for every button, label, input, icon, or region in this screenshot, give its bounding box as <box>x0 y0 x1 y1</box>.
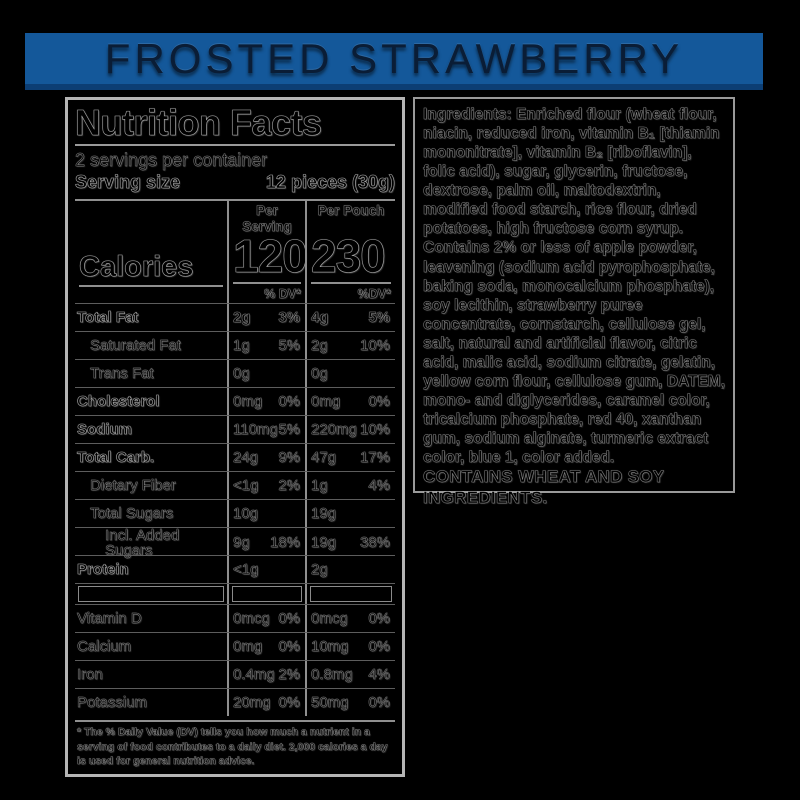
per-serving-header: Per Serving <box>242 202 292 234</box>
dv-header-pouch: %DV* <box>357 286 391 301</box>
table-row-total-carb: Total Carb. 24g 9% 47g 17% <box>75 443 395 471</box>
dv-footnote-text: * The % Daily Value (DV) tells you how much a nutrient in a serving of food contributes to a daily diet. 2,000 calories a day is used for general nutrition advice. <box>77 726 388 767</box>
table-row-total-fat: Total Fat 2g 3% 4g 5% <box>75 303 395 331</box>
contains-statement: Contains 2% or less of apple powder, leavening (sodium acid pyrophosphate, baking soda, monocalcium phosphate), soy lecithin, strawberry puree concentrate, cornstarch, cellulose gel, salt, natural and artificial flavor, citric acid, malic acid, sodium citrate, gelatin, yellow corn flour, cellulose gum, DATEM, mono- and diglycerides, caramel color, tricalcium phosphate, red 40, xanthan gum, sodium alginate, turmeric extract color, blue 1, color added. <box>423 239 726 467</box>
nutrition-table <box>75 199 395 770</box>
calories-per-serving-cell <box>227 201 305 308</box>
calories-per-pouch-value: 230 <box>311 230 385 283</box>
nutrient-label: Total Sugars <box>90 504 174 522</box>
table-row-total-sugars: Total Sugars 10g 19g <box>75 499 395 527</box>
nutrient-label: Dietary Fiber <box>90 476 176 494</box>
table-row-saturated-fat: Saturated Fat 1g 5% 2g 10% <box>75 331 395 359</box>
nutrient-label: Total Fat <box>77 308 139 326</box>
table-row-trans-fat: Trans Fat 0g 0g <box>75 359 395 387</box>
table-row-added-sugars: Incl. Added Sugars 9g 18% 19g 38% <box>75 527 395 555</box>
table-row-dietary-fiber: Dietary Fiber <1g 2% 1g 4% <box>75 471 395 499</box>
serving-size-row <box>75 171 395 198</box>
flavor-title: FROSTED STRAWBERRY <box>104 34 684 82</box>
nutrient-label: Calcium <box>77 637 132 655</box>
title-divider <box>75 144 395 146</box>
nutrition-facts-panel <box>65 97 405 777</box>
nutrient-label: Potassium <box>77 693 148 711</box>
nutrient-label: Iron <box>77 665 103 683</box>
nutrient-label: Sodium <box>77 420 132 438</box>
nutrient-label: Saturated Fat <box>90 336 181 354</box>
table-row-calcium: Calcium 0mg 0% 10mg 0% <box>75 632 395 660</box>
nutrient-label: Incl. Added Sugars <box>105 526 180 559</box>
dv-footnote <box>75 720 395 770</box>
calories-section <box>75 201 395 303</box>
servings-per-container: 2 servings per container <box>75 149 268 170</box>
table-row-sodium: Sodium 110mg 5% 220mg 10% <box>75 415 395 443</box>
table-row-protein: Protein <1g 2g <box>75 555 395 583</box>
calories-label: Calories <box>79 250 194 283</box>
allergen-statement: CONTAINS WHEAT AND SOY INGREDIENTS. <box>423 467 665 508</box>
nutrient-label: Total Carb. <box>77 448 155 466</box>
thick-separator <box>75 583 395 604</box>
table-row-vitamin-d: Vitamin D 0mcg 0% 0mcg 0% <box>75 604 395 632</box>
calories-label-cell <box>75 201 227 308</box>
nutrient-label: Trans Fat <box>90 364 154 382</box>
table-row-potassium: Potassium 20mg 0% 50mg 0% <box>75 688 395 716</box>
nutrient-label: Protein <box>77 560 129 578</box>
serving-size-label: Serving size <box>75 172 181 193</box>
flavor-banner <box>25 33 763 90</box>
nutrient-label: Cholesterol <box>77 392 160 410</box>
calories-per-serving-value: 120 <box>233 230 307 283</box>
table-row-iron: Iron 0.4mg 2% 0.8mg 4% <box>75 660 395 688</box>
serving-size-value: 12 pieces (30g) <box>265 172 395 193</box>
calories-per-pouch-cell <box>305 201 395 308</box>
dv-header-serving: % DV* <box>264 286 301 301</box>
nutrient-label: Vitamin D <box>77 609 142 627</box>
table-row-cholesterol: Cholesterol 0mg 0% 0mg 0% <box>75 387 395 415</box>
nutrition-facts-title: Nutrition Facts <box>75 102 322 143</box>
per-pouch-header: Per Pouch <box>317 202 385 218</box>
ingredients-text: Ingredients: Enriched flour (wheat flour, niacin, reduced iron, vitamin B₁ [thiamin mononitrate], vitamin B₂ [riboflavin], folic acid), sugar, glycerin, fructose, dextrose, palm oil, maltodextrin, modified food starch, rice flour, dried potatoes, high fructose corn syrup. <box>423 106 720 238</box>
ingredients-panel <box>413 97 735 508</box>
